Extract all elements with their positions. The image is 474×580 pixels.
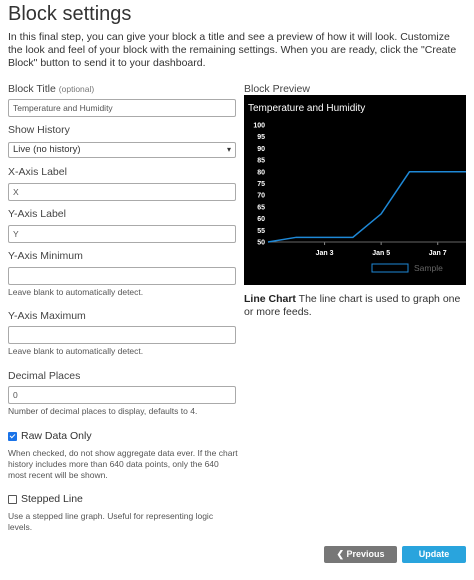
- y-min-input[interactable]: [8, 267, 236, 285]
- chevron-down-icon: ▾: [226, 145, 231, 154]
- intro-text: In this final step, you can give your block a title and see a preview of how it will look. Customize the look and feel of your block with the remaining settings. When you are ready, click the "Create Block" button to send it to your dashboard.: [8, 31, 457, 69]
- page-title: Block settings: [8, 3, 132, 25]
- y-tick-label: 95: [257, 134, 265, 142]
- y-axis-label: Y-Axis Label: [8, 208, 66, 220]
- x-tick-label: Jan 3: [315, 250, 334, 257]
- update-block-button[interactable]: Update block: [402, 546, 466, 563]
- raw-data-help: When checked, do not show aggregate data ever. If the chart history includes more than 640 data points, only the 640 most recent will be shown.: [8, 448, 238, 480]
- x-tick-label: Jan 5: [372, 250, 391, 257]
- block-preview-label: Block Preview: [244, 83, 310, 95]
- y-tick-label: 70: [257, 192, 265, 200]
- y-tick-label: 100: [253, 122, 265, 130]
- line-chart: [244, 95, 466, 285]
- chart-type-name: Line Chart: [244, 293, 296, 305]
- y-tick-label: 75: [257, 181, 265, 188]
- show-history-value: Live (no history): [13, 144, 81, 155]
- x-axis-input[interactable]: X: [8, 183, 236, 201]
- chart-description-text: The line chart is used to graph one or more feeds.: [244, 293, 461, 318]
- y-axis-input[interactable]: Y: [8, 225, 236, 243]
- x-tick-label: Jan 7: [428, 250, 447, 257]
- legend-swatch: [372, 264, 408, 272]
- chart-title: Temperature and Humidity: [248, 103, 366, 114]
- block-title-label: Block Title (optional): [8, 83, 95, 95]
- block-title-input[interactable]: Temperature and Humidity: [8, 99, 236, 117]
- previous-step-button[interactable]: ❮ Previous step: [324, 546, 397, 563]
- y-tick-label: 90: [257, 145, 265, 153]
- decimal-places-input[interactable]: 0: [8, 386, 236, 404]
- checkbox-unchecked-icon[interactable]: [8, 495, 17, 504]
- raw-data-checkbox[interactable]: [8, 430, 92, 442]
- series-line: [268, 172, 466, 242]
- y-tick-label: 55: [257, 227, 265, 235]
- stepped-line-label: Stepped Line: [21, 493, 83, 505]
- y-min-help: Leave blank to automatically detect.: [8, 287, 144, 297]
- decimal-places-help: Number of decimal places to display, defaults to 4.: [8, 406, 198, 416]
- chart-description: [244, 293, 466, 319]
- y-tick-label: 80: [257, 169, 265, 177]
- y-max-input[interactable]: [8, 326, 236, 344]
- x-axis-label: X-Axis Label: [8, 166, 67, 178]
- y-max-help: Leave blank to automatically detect.: [8, 346, 144, 356]
- legend-label: Sample: [414, 263, 443, 273]
- y-min-label: Y-Axis Minimum: [8, 250, 83, 262]
- checkbox-checked-icon[interactable]: [8, 432, 17, 441]
- y-tick-label: 60: [257, 216, 265, 224]
- y-tick-label: 65: [257, 204, 265, 212]
- show-history-select[interactable]: [8, 142, 236, 158]
- y-max-label: Y-Axis Maximum: [8, 310, 86, 322]
- chart-preview: [244, 95, 466, 285]
- show-history-label: Show History: [8, 124, 70, 136]
- optional-hint: (optional): [58, 84, 95, 94]
- stepped-line-checkbox[interactable]: [8, 493, 83, 505]
- stepped-line-help: Use a stepped line graph. Useful for representing logic levels.: [8, 511, 214, 532]
- decimal-places-label: Decimal Places: [8, 370, 81, 382]
- y-tick-label: 50: [257, 239, 265, 247]
- raw-data-label: Raw Data Only: [21, 430, 92, 442]
- y-tick-label: 85: [257, 157, 265, 165]
